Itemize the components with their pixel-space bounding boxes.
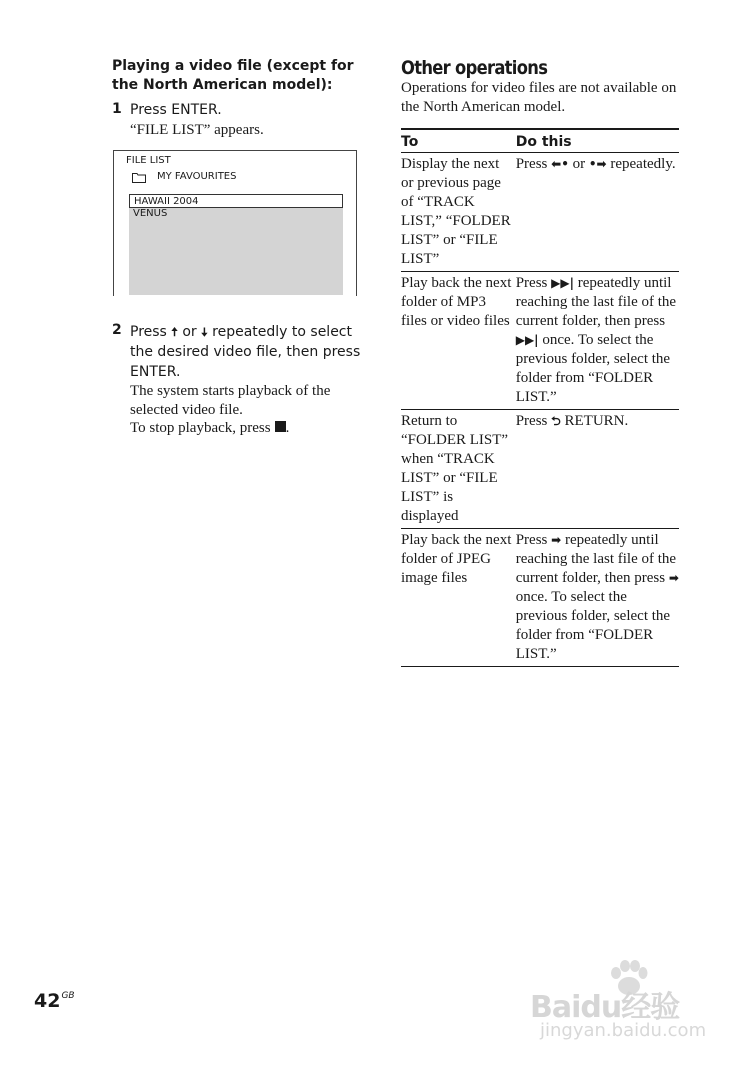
step-result: “FILE LIST” appears.: [130, 122, 264, 138]
step-number: 2: [112, 322, 122, 338]
table-cell: Press ⬅• or •➡ repeatedly.: [516, 153, 679, 272]
table-cell: Play back the next folder of JPEG image files: [401, 529, 516, 667]
folder-icon: [132, 172, 146, 183]
next-track-icon: ▶▶|: [551, 276, 574, 290]
watermark-logo: Baidu经验: [530, 990, 680, 1025]
table-row: [401, 272, 679, 410]
table-cell: Return to “FOLDER LIST” when “TRACK LIST” or “FILE LIST” is displayed: [401, 410, 516, 529]
page-number: $42^{GB}$: [34, 990, 75, 1012]
right-arrow-icon: ➡: [551, 533, 562, 547]
file-list: [129, 194, 343, 295]
page-next-icon: •➡: [588, 157, 607, 171]
watermark-url: jingyan.baidu.com: [540, 1020, 707, 1041]
table-header-row: [401, 129, 679, 153]
operations-table: [401, 128, 679, 667]
table-cell: Press ▶▶| repeatedly until reaching the last file of the current folder, then press ▶▶| once. To select the previous folder, select the folder from “FOLDER LIST.”: [516, 272, 679, 410]
screen-title: FILE LIST: [126, 155, 171, 166]
step-instruction: Press 🠅 or 🠇 repeatedly to select the desired video file, then press ENTER.: [130, 324, 361, 380]
file-list-screen: [113, 150, 357, 296]
stop-icon: [275, 421, 286, 432]
page-previous-icon: ⬅•: [551, 157, 569, 171]
table-row: [401, 410, 679, 529]
step-instruction: Press ENTER.: [130, 102, 222, 118]
table-cell: Play back the next folder of MP3 files or video files: [401, 272, 516, 410]
next-track-icon: ▶▶|: [515, 333, 539, 347]
table-row: [401, 529, 679, 667]
up-arrow-icon: 🠅: [171, 325, 178, 339]
watermark: [530, 960, 720, 1050]
table-cell: Press ➡ repeatedly until reaching the last file of the current folder, then press ➡ once. To select the previous folder, select the folder from “FOLDER LIST.”: [516, 529, 679, 667]
step-result: The system starts playback of the selected video file.: [130, 383, 331, 418]
column-header: Do this: [516, 129, 679, 153]
folder-label: MY FAVOURITES: [157, 171, 237, 182]
file-item-selected: [129, 194, 343, 208]
step-result: To stop playback, press .: [130, 420, 290, 436]
down-arrow-icon: 🠇: [201, 325, 208, 339]
table-cell: Press ⮌ RETURN.: [516, 410, 679, 529]
section-heading: Other operations: [401, 57, 548, 79]
table-cell: Display the next or previous page of “TRACK LIST,” “FOLDER LIST” or “FILE LIST”: [401, 153, 516, 272]
step-number: 1: [112, 101, 122, 117]
column-header: To: [401, 129, 516, 153]
section-intro: Operations for video files are not available on the North American model.: [401, 80, 677, 115]
return-icon: ⮌: [551, 414, 561, 428]
file-item-label: HAWAII 2004: [134, 196, 199, 207]
right-arrow-icon: ➡: [668, 571, 679, 585]
file-item: VENUS: [133, 208, 168, 219]
section-heading: Playing a video file (except for the North American model):: [112, 58, 354, 93]
table-row: [401, 153, 679, 272]
